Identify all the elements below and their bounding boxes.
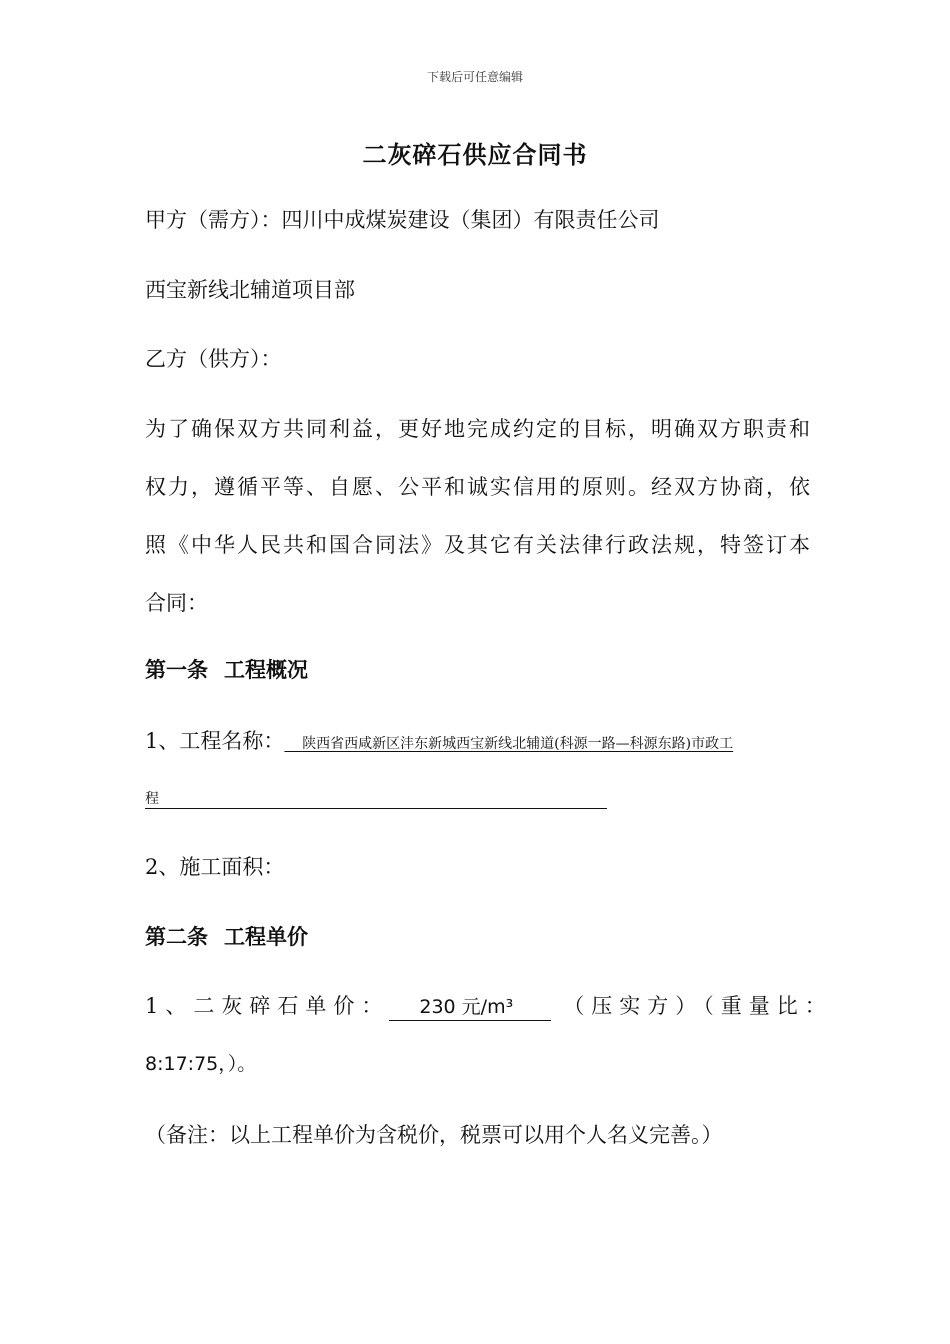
header-note: 下载后可任意编辑 — [426, 70, 523, 84]
price-note: （备注：以上工程单价为含税价，税票可以用个人名义完善。） — [145, 1123, 723, 1147]
article-2-title: 工程单价 — [224, 925, 308, 949]
weight-ratio: 8:17:75，）。 — [145, 1053, 257, 1075]
preamble-line-1: 为了确保双方共同利益，更好地完成约定的目标，明确双方职责和 — [145, 417, 810, 441]
project-name-value-continued: 程 — [145, 788, 607, 809]
project-name-value-text: 陕西省西咸新区沣东新城西宝新线北辅道(科源一路—科源东路)市政工 — [302, 736, 734, 752]
preamble-line-2: 权力，遵循平等、自愿、公平和诚实信用的原则。经双方协商，依 — [145, 475, 810, 499]
unit-price-value: 230 元/m³ — [389, 994, 551, 1021]
party-a-project-dept: 西宝新线北辅道项目部 — [145, 278, 355, 302]
party-a-label: 甲方（需方）： — [145, 208, 282, 232]
project-name-label: 1、工程名称： — [145, 729, 285, 753]
preamble-line-4: 合同： — [145, 591, 208, 615]
party-a-line — [145, 205, 660, 235]
article-2-label: 第二条 — [145, 925, 208, 949]
preamble-line-3: 照《中华人民共和国合同法》及其它有关法律行政法规，特签订本 — [145, 533, 810, 557]
party-a-name: 四川中成煤炭建设（集团）有限责任公司 — [281, 208, 660, 232]
unit-price-suffix: （压实方）（重量比： — [563, 994, 833, 1018]
article-1-label: 第一条 — [145, 658, 208, 682]
unit-price-label: 1、二灰碎石单价： — [145, 994, 390, 1018]
party-b-label: 乙方（供方）： — [145, 347, 282, 371]
project-name-value — [284, 736, 733, 752]
unit-price-line — [145, 991, 833, 1021]
construction-area-label: 2、施工面积： — [145, 855, 285, 879]
article-1-heading — [145, 655, 308, 685]
document-title: 二灰碎石供应合同书 — [362, 141, 588, 169]
article-1-title: 工程概况 — [224, 658, 308, 682]
article-2-heading — [145, 922, 308, 952]
project-name-line — [145, 726, 810, 759]
